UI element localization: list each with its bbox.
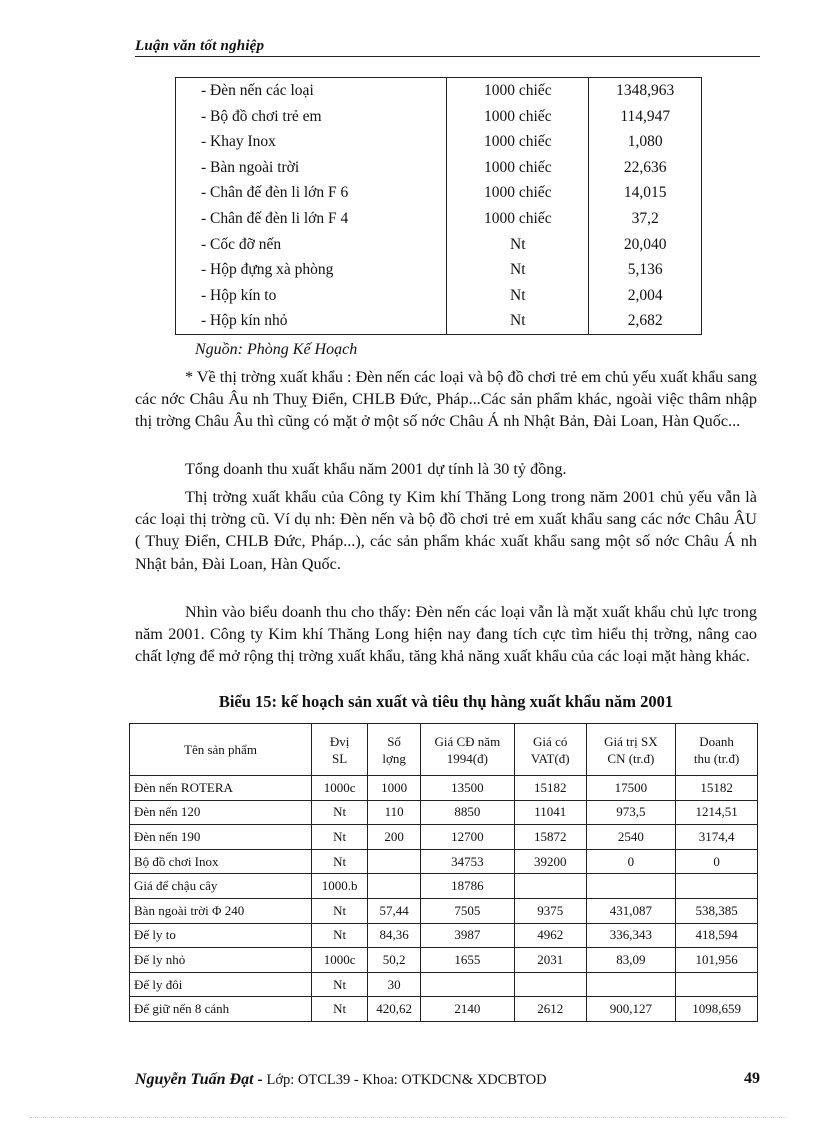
table-row — [130, 898, 758, 923]
value-cell: 0 — [586, 849, 676, 874]
value-cell: 83,09 — [586, 948, 676, 973]
page-number: 49 — [744, 1070, 760, 1087]
product-name-cell: Đèn nến 120 — [130, 800, 312, 825]
table-row — [176, 155, 702, 181]
table-row — [176, 232, 702, 258]
column-header-line: Số — [387, 733, 401, 749]
column-header — [368, 724, 421, 776]
product-name-cell: Đế giữ nến 8 cánh — [130, 997, 312, 1022]
value-cell: 11041 — [514, 800, 586, 825]
value-cell: 900,127 — [586, 997, 676, 1022]
value-cell: Nt — [311, 800, 367, 825]
quantity-cell: 22,636 — [589, 155, 702, 181]
column-header — [676, 724, 758, 776]
footer-class-info: Lớp: OTCL39 - Khoa: OTKDCN& XDCBTOD — [266, 1072, 547, 1088]
value-cell: 34753 — [420, 849, 514, 874]
product-name-cell: Bộ đồ chơi Inox — [130, 849, 312, 874]
value-cell — [676, 972, 758, 997]
value-cell: 2540 — [586, 825, 676, 850]
value-cell: 17500 — [586, 776, 676, 801]
value-cell: 0 — [676, 849, 758, 874]
value-cell: 2031 — [514, 948, 586, 973]
value-cell — [368, 849, 421, 874]
value-cell: 9375 — [514, 898, 586, 923]
bottom-rule — [30, 1117, 786, 1118]
table-source: Nguồn: Phòng Kế Hoạch — [195, 341, 358, 358]
footer-author: Nguyễn Tuấn Đạt - — [135, 1071, 263, 1088]
table-row — [176, 308, 702, 334]
column-header-line: Đvị — [329, 733, 350, 749]
quantity-cell: 1348,963 — [589, 78, 702, 104]
product-name-cell: - Hộp đựng xà phòng — [176, 257, 447, 283]
table-row — [130, 776, 758, 801]
value-cell: 1098,659 — [676, 997, 758, 1022]
paragraph-revenue-chart: Nhìn vào biểu doanh thu cho thấy: Đèn nến các loại vẫn là mặt xuất khẩu chủ lực trong năm 2001. Công ty Kim khí Thăng Long hiện nay đang tích cực tìm hiểu thị trờng, nâng cao chất lợng để mở rộng thị trờng xuất khẩu, tăng khả năng xuất khẩu của các loại mặt hàng khác. — [135, 603, 757, 666]
unit-cell: Nt — [447, 232, 589, 258]
value-cell: 200 — [368, 825, 421, 850]
table-row — [130, 874, 758, 899]
value-cell: 3174,4 — [676, 825, 758, 850]
unit-cell: Nt — [447, 257, 589, 283]
table-row — [130, 997, 758, 1022]
unit-cell: Nt — [447, 308, 589, 334]
unit-cell: 1000 chiếc — [447, 206, 589, 232]
running-header: Luận văn tốt nghiệp — [135, 38, 265, 54]
column-header-line: Tên sản phẩm — [184, 742, 257, 757]
value-cell: Nt — [311, 923, 367, 948]
value-cell: 13500 — [420, 776, 514, 801]
quantity-cell: 1,080 — [589, 129, 702, 155]
paragraph-total-revenue: Tổng doanh thu xuất khẩu năm 2001 dự tính là 30 tỷ đồng. — [185, 460, 567, 478]
column-header-line: thu (tr.đ) — [693, 750, 740, 766]
value-cell: 101,956 — [676, 948, 758, 973]
quantity-cell: 2,004 — [589, 283, 702, 309]
paragraph-export-markets: * Về thị trờng xuất khẩu : Đèn nến các loại và bộ đồ chơi trẻ em chủ yếu xuất khẩu sang các nớc Châu Âu nh Thuỵ Điển, CHLB Đức, Pháp...Các sản phẩm khác, ngoài việc thâm nhập thị trờng Châu Âu thì cũng có mặt ở một số nớc Châu Á nh Nhật Bản, Đài Loan, Hàn Quốc... — [135, 368, 757, 431]
value-cell: 18786 — [420, 874, 514, 899]
value-cell: 420,62 — [368, 997, 421, 1022]
value-cell: 431,087 — [586, 898, 676, 923]
product-name-cell: Đèn nến ROTERA — [130, 776, 312, 801]
product-name-cell: - Khay Inox — [176, 129, 447, 155]
column-header-line: CN (tr.đ) — [607, 750, 655, 766]
value-cell: 57,44 — [368, 898, 421, 923]
table-row — [176, 206, 702, 232]
table-row — [176, 257, 702, 283]
value-cell: 39200 — [514, 849, 586, 874]
value-cell: 84,36 — [368, 923, 421, 948]
value-cell: 2140 — [420, 997, 514, 1022]
header-rule — [135, 56, 760, 57]
product-name-cell: - Hộp kín to — [176, 283, 447, 309]
column-header-line: VAT(đ) — [530, 750, 570, 766]
column-header — [420, 724, 514, 776]
product-name-cell: Bàn ngoài trời Φ 240 — [130, 898, 312, 923]
column-header — [130, 724, 312, 776]
product-name-cell: - Bàn ngoài trời — [176, 155, 447, 181]
value-cell — [514, 874, 586, 899]
value-cell — [586, 874, 676, 899]
column-header-line: 1994(đ) — [446, 750, 488, 766]
value-cell: Nt — [311, 972, 367, 997]
quantity-cell: 37,2 — [589, 206, 702, 232]
column-header — [514, 724, 586, 776]
table-row — [176, 129, 702, 155]
table-caption: Biểu 15: kế hoạch sản xuất và tiêu thụ hàng xuất khẩu năm 2001 — [218, 692, 674, 711]
column-header-line: SL — [332, 750, 348, 766]
value-cell: 1214,51 — [676, 800, 758, 825]
page-footer — [135, 1071, 760, 1089]
column-header-line: Giá CĐ năm — [434, 733, 501, 749]
table-row — [130, 948, 758, 973]
value-cell: 1655 — [420, 948, 514, 973]
value-cell: 30 — [368, 972, 421, 997]
quantity-cell: 14,015 — [589, 180, 702, 206]
value-cell: 1000c — [311, 776, 367, 801]
product-name-cell: - Đèn nến các loại — [176, 78, 447, 104]
value-cell: 15872 — [514, 825, 586, 850]
product-name-cell: - Cốc đỡ nến — [176, 232, 447, 258]
product-name-cell: - Hộp kín nhỏ — [176, 308, 447, 334]
product-name-cell: Đế ly to — [130, 923, 312, 948]
quantity-cell: 2,682 — [589, 308, 702, 334]
value-cell — [514, 972, 586, 997]
table-row — [130, 849, 758, 874]
quantity-cell: 114,947 — [589, 104, 702, 130]
value-cell: 973,5 — [586, 800, 676, 825]
value-cell: 8850 — [420, 800, 514, 825]
value-cell: 1000c — [311, 948, 367, 973]
table-row — [176, 104, 702, 130]
value-cell: 1000 — [368, 776, 421, 801]
product-name-cell: - Chân đế đèn li lớn F 6 — [176, 180, 447, 206]
column-header-line: lợng — [382, 750, 406, 766]
value-cell: Nt — [311, 997, 367, 1022]
paragraph-export-2001: Thị trờng xuất khẩu của Công ty Kim khí Thăng Long trong năm 2001 chủ yếu vẫn là các loại thị trờng cũ. Ví dụ nh: Đèn nến và bộ đồ chơi trẻ em xuất khẩu sang các nớc Châu ÂU ( Thuỵ Điển, CHLB Đức, Pháp...), các sản phẩm khác xuất khẩu sang một số nớc Châu Á nh Nhật bản, Đài Loan, Hàn Quốc. — [135, 488, 757, 573]
value-cell: 110 — [368, 800, 421, 825]
product-volume-table — [175, 77, 702, 335]
column-header — [586, 724, 676, 776]
value-cell — [676, 874, 758, 899]
unit-cell: 1000 chiếc — [447, 129, 589, 155]
value-cell: 12700 — [420, 825, 514, 850]
value-cell: Nt — [311, 849, 367, 874]
value-cell: 1000.b — [311, 874, 367, 899]
value-cell: 50,2 — [368, 948, 421, 973]
unit-cell: Nt — [447, 283, 589, 309]
column-header — [311, 724, 367, 776]
value-cell: 15182 — [676, 776, 758, 801]
value-cell: 418,594 — [676, 923, 758, 948]
column-header-line: Giá trị SX — [604, 733, 658, 749]
quantity-cell: 5,136 — [589, 257, 702, 283]
export-plan-table — [129, 723, 758, 1022]
product-name-cell: Đế ly nhỏ — [130, 948, 312, 973]
unit-cell: 1000 chiếc — [447, 78, 589, 104]
value-cell: 3987 — [420, 923, 514, 948]
quantity-cell: 20,040 — [589, 232, 702, 258]
table-row — [130, 800, 758, 825]
product-name-cell: Đế ly đôi — [130, 972, 312, 997]
value-cell — [420, 972, 514, 997]
column-header-line: Giá có — [533, 733, 568, 749]
table-row — [176, 78, 702, 104]
value-cell — [368, 874, 421, 899]
value-cell — [586, 972, 676, 997]
table-row — [130, 923, 758, 948]
value-cell: 2612 — [514, 997, 586, 1022]
value-cell: Nt — [311, 898, 367, 923]
unit-cell: 1000 chiếc — [447, 104, 589, 130]
table-row — [176, 283, 702, 309]
value-cell: 538,385 — [676, 898, 758, 923]
value-cell: Nt — [311, 825, 367, 850]
product-name-cell: Đèn nến 190 — [130, 825, 312, 850]
product-name-cell: - Bộ đồ chơi trẻ em — [176, 104, 447, 130]
table-row — [176, 180, 702, 206]
unit-cell: 1000 chiếc — [447, 155, 589, 181]
value-cell: 4962 — [514, 923, 586, 948]
value-cell: 7505 — [420, 898, 514, 923]
value-cell: 336,343 — [586, 923, 676, 948]
table-row — [130, 825, 758, 850]
column-header-line: Doanh — [699, 733, 734, 749]
table-row — [130, 972, 758, 997]
unit-cell: 1000 chiếc — [447, 180, 589, 206]
value-cell: 15182 — [514, 776, 586, 801]
product-name-cell: Giá để chậu cây — [130, 874, 312, 899]
product-name-cell: - Chân đế đèn li lớn F 4 — [176, 206, 447, 232]
